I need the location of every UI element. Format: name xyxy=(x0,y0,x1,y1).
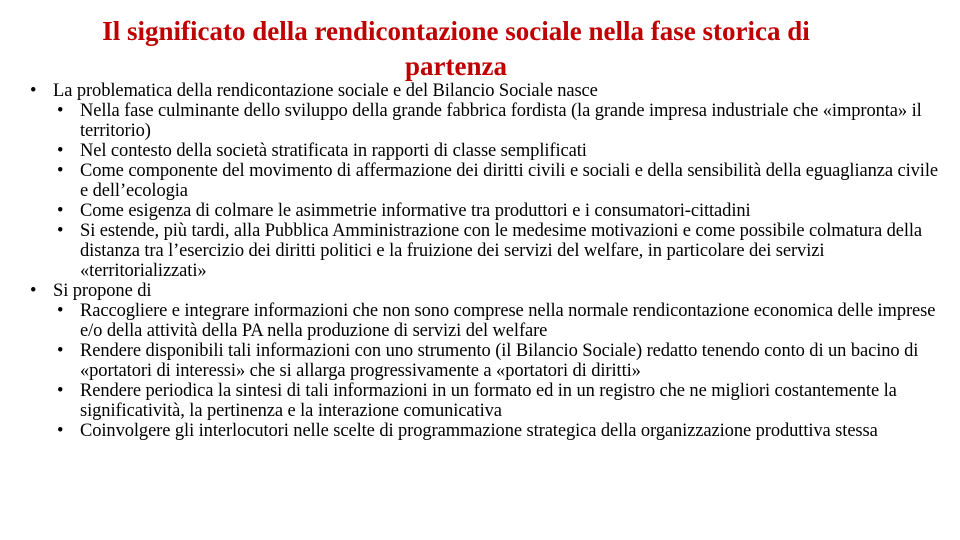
bullet-text: Come esigenza di colmare le asimmetrie informative tra produttori e i consumatori-cittadini xyxy=(80,201,751,221)
bullet-marker: • xyxy=(57,341,64,361)
bullet-text: Come componente del movimento di affermazione dei diritti civili e sociali e della sensibilità della eguaglianza civile e dell’ecologia xyxy=(80,161,938,201)
bullet-marker: • xyxy=(57,201,64,221)
bullet-level1-si-propone xyxy=(26,281,946,301)
bullet-level2-item xyxy=(26,301,946,341)
bullet-level2-item xyxy=(26,221,946,281)
bullet-marker: • xyxy=(57,101,64,121)
bullet-marker: • xyxy=(57,141,64,161)
bullet-marker: • xyxy=(30,81,37,101)
bullet-level1-rendicontazione xyxy=(26,81,946,101)
bullet-marker: • xyxy=(57,161,64,181)
bullet-marker: • xyxy=(57,421,64,441)
bullet-text: Rendere disponibili tali informazioni con uno strumento (il Bilancio Sociale) redatto tenendo conto di un bacino di «portatori di interessi» che si allarga progressivamente a «portatori di diritti» xyxy=(80,341,919,381)
slide-title xyxy=(0,14,912,84)
bullet-marker: • xyxy=(57,301,64,321)
bullet-level2-item xyxy=(26,341,946,381)
slide-body xyxy=(26,81,946,441)
bullet-text: Si estende, più tardi, alla Pubblica Amministrazione con le medesime motivazioni e come possibile colmatura della distanza tra l’esercizio dei diritti politici e la fruizione dei servizi del welfare, in particolare dei servizi «territorializzati» xyxy=(80,221,923,281)
bullet-text: La problematica della rendicontazione sociale e del Bilancio Sociale nasce xyxy=(53,81,598,101)
bullet-text: Raccogliere e integrare informazioni che non sono comprese nella normale rendicontazione economica delle imprese e/o della attività della PA nella produzione di servizi del welfare xyxy=(80,301,936,341)
bullet-level2-item xyxy=(26,201,946,221)
slide-title-line-1: Il significato della rendicontazione sociale nella fase storica di xyxy=(102,16,810,46)
bullet-text: Coinvolgere gli interlocutori nelle scelte di programmazione strategica della organizzazione produttiva stessa xyxy=(80,421,878,441)
bullet-level2-item xyxy=(26,101,946,141)
slide-title-line-2: partenza xyxy=(405,51,507,81)
bullet-level2-item xyxy=(26,161,946,201)
bullet-text: Si propone di xyxy=(53,281,152,301)
bullet-level2-item xyxy=(26,421,946,441)
bullet-text: Nel contesto della società stratificata in rapporti di classe semplificati xyxy=(80,141,587,161)
bullet-marker: • xyxy=(30,281,37,301)
bullet-marker: • xyxy=(57,381,64,401)
bullet-text: Nella fase culminante dello sviluppo della grande fabbrica fordista (la grande impresa industriale che «impronta» il territorio) xyxy=(80,101,922,141)
bullet-level2-item xyxy=(26,141,946,161)
bullet-marker: • xyxy=(57,221,64,241)
bullet-level2-item xyxy=(26,381,946,421)
bullet-text: Rendere periodica la sintesi di tali informazioni in un formato ed in un registro che ne migliori costantemente la significatività, la pertinenza e la interazione comunicativa xyxy=(80,381,897,421)
